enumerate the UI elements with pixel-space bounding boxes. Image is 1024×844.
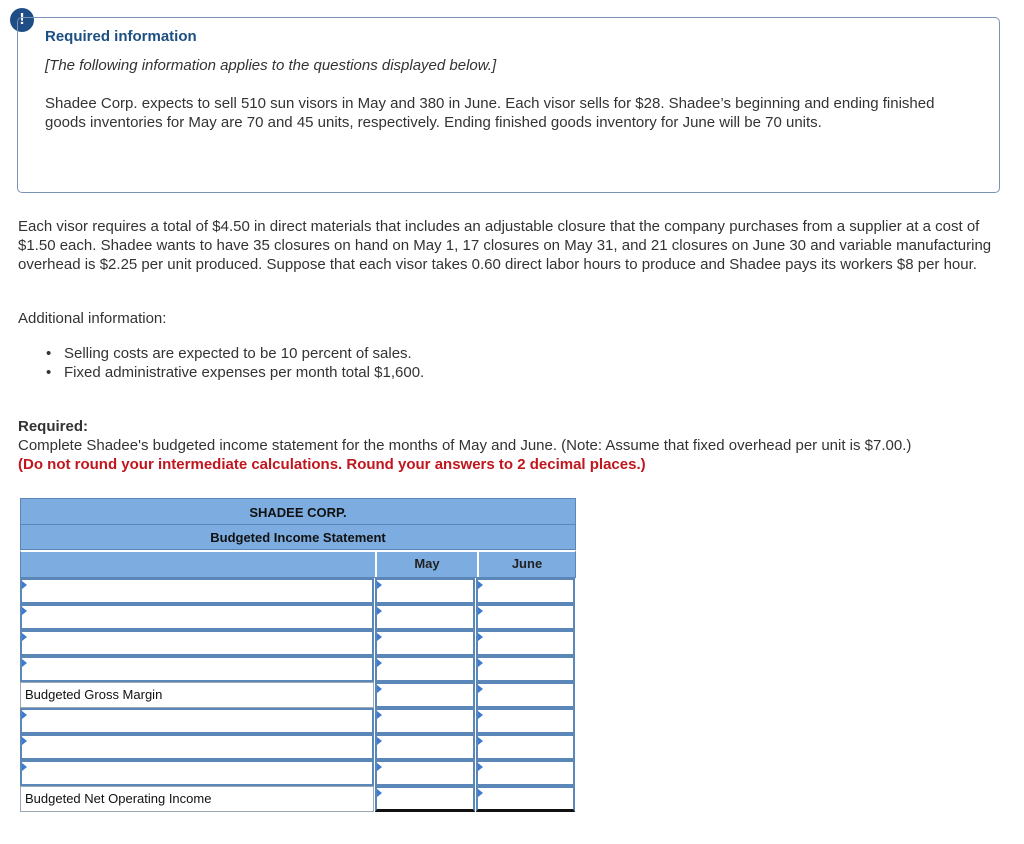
june-value-input[interactable] bbox=[476, 656, 575, 682]
additional-info-label: Additional information: bbox=[18, 310, 167, 327]
dropdown-indicator-icon bbox=[377, 789, 382, 797]
row-label-dropdown[interactable] bbox=[20, 708, 374, 734]
may-value-input[interactable] bbox=[375, 760, 475, 786]
row-label-dropdown[interactable] bbox=[20, 604, 374, 630]
dropdown-indicator-icon bbox=[377, 607, 382, 615]
dropdown-indicator-icon bbox=[478, 789, 483, 797]
may-value-input[interactable] bbox=[375, 604, 475, 630]
dropdown-indicator-icon bbox=[377, 659, 382, 667]
rounding-instruction: (Do not round your intermediate calculations. Round your answers to 2 decimal places.) bbox=[18, 456, 646, 473]
june-value-input[interactable] bbox=[476, 734, 575, 760]
row-label-dropdown[interactable] bbox=[20, 578, 374, 604]
dropdown-indicator-icon bbox=[478, 763, 483, 771]
table-row bbox=[20, 708, 576, 734]
may-net-income-input[interactable] bbox=[375, 786, 475, 812]
dropdown-indicator-icon bbox=[478, 581, 483, 589]
dropdown-indicator-icon bbox=[377, 581, 382, 589]
june-gross-margin-input[interactable] bbox=[476, 682, 575, 708]
company-name: SHADEE CORP. bbox=[20, 498, 576, 525]
may-value-input[interactable] bbox=[375, 578, 475, 604]
dropdown-indicator-icon bbox=[377, 685, 382, 693]
label-column-header bbox=[21, 552, 377, 577]
dropdown-indicator-icon bbox=[22, 633, 27, 641]
may-gross-margin-input[interactable] bbox=[375, 682, 475, 708]
dropdown-indicator-icon bbox=[22, 711, 27, 719]
dropdown-indicator-icon bbox=[478, 659, 483, 667]
problem-paragraph: Each visor requires a total of $4.50 in direct materials that includes an adjustable closure that the company purchases from a supplier at a cost of $1.50 each. Shadee wants to have 35 closures on hand on May 1, 17 closures on May 31, and 21 closures on June 30 and variable manufacturing overhead is $2.25 per unit produced. Suppose that each visor takes 0.60 direct labor hours to produce and Shadee pays its workers $8 per hour. bbox=[18, 218, 992, 273]
dropdown-indicator-icon bbox=[377, 737, 382, 745]
table-row bbox=[20, 578, 576, 604]
dropdown-indicator-icon bbox=[22, 581, 27, 589]
alert-icon: ! bbox=[10, 8, 34, 32]
income-statement-table bbox=[20, 498, 576, 812]
required-text: Complete Shadee's budgeted income statement for the months of May and June. (Note: Assume that fixed overhead per unit is $7.00.) bbox=[18, 437, 912, 454]
dropdown-indicator-icon bbox=[377, 711, 382, 719]
may-value-input[interactable] bbox=[375, 734, 475, 760]
may-value-input[interactable] bbox=[375, 708, 475, 734]
dropdown-indicator-icon bbox=[478, 737, 483, 745]
row-label-dropdown[interactable] bbox=[20, 630, 374, 656]
row-label-dropdown[interactable] bbox=[20, 656, 374, 682]
gross-margin-label: Budgeted Gross Margin bbox=[20, 682, 374, 708]
dropdown-indicator-icon bbox=[478, 685, 483, 693]
june-value-input[interactable] bbox=[476, 578, 575, 604]
dropdown-indicator-icon bbox=[478, 711, 483, 719]
may-value-input[interactable] bbox=[375, 630, 475, 656]
statement-title: Budgeted Income Statement bbox=[20, 525, 576, 550]
column-header-row bbox=[20, 550, 576, 578]
required-information-title: Required information bbox=[45, 28, 197, 45]
dropdown-indicator-icon bbox=[22, 763, 27, 771]
row-label-dropdown[interactable] bbox=[20, 734, 374, 760]
gross-margin-row bbox=[20, 682, 576, 708]
dropdown-indicator-icon bbox=[478, 607, 483, 615]
dropdown-indicator-icon bbox=[22, 737, 27, 745]
table-row bbox=[20, 656, 576, 682]
dropdown-indicator-icon bbox=[22, 607, 27, 615]
required-label: Required: bbox=[18, 418, 89, 435]
required-information-body: Shadee Corp. expects to sell 510 sun visors in May and 380 in June. Each visor sells for $28. Shadee’s beginning and ending finished goods inventories for May are 70 and 45 units, respectively. Ending finished goods inventory for June will be 70 units. bbox=[45, 95, 935, 131]
dropdown-indicator-icon bbox=[478, 633, 483, 641]
june-column-header: June bbox=[511, 556, 543, 571]
list-item: • Selling costs are expected to be 10 percent of sales. bbox=[46, 344, 424, 363]
dropdown-indicator-icon bbox=[22, 659, 27, 667]
list-item: • Fixed administrative expenses per month total $1,600. bbox=[46, 363, 424, 382]
june-value-input[interactable] bbox=[476, 630, 575, 656]
june-value-input[interactable] bbox=[476, 604, 575, 630]
row-label-dropdown[interactable] bbox=[20, 760, 374, 786]
may-value-input[interactable] bbox=[375, 656, 475, 682]
net-income-row bbox=[20, 786, 576, 812]
net-operating-income-label: Budgeted Net Operating Income bbox=[20, 786, 374, 812]
table-row bbox=[20, 760, 576, 786]
june-value-input[interactable] bbox=[476, 708, 575, 734]
required-section bbox=[18, 417, 1013, 474]
dropdown-indicator-icon bbox=[377, 763, 382, 771]
may-column-header: May bbox=[377, 552, 479, 577]
table-row bbox=[20, 604, 576, 630]
additional-info-list bbox=[46, 344, 424, 382]
table-row bbox=[20, 734, 576, 760]
applies-note: [The following information applies to the questions displayed below.] bbox=[45, 57, 497, 74]
june-net-income-input[interactable] bbox=[476, 786, 575, 812]
table-row bbox=[20, 630, 576, 656]
june-value-input[interactable] bbox=[476, 760, 575, 786]
dropdown-indicator-icon bbox=[377, 633, 382, 641]
